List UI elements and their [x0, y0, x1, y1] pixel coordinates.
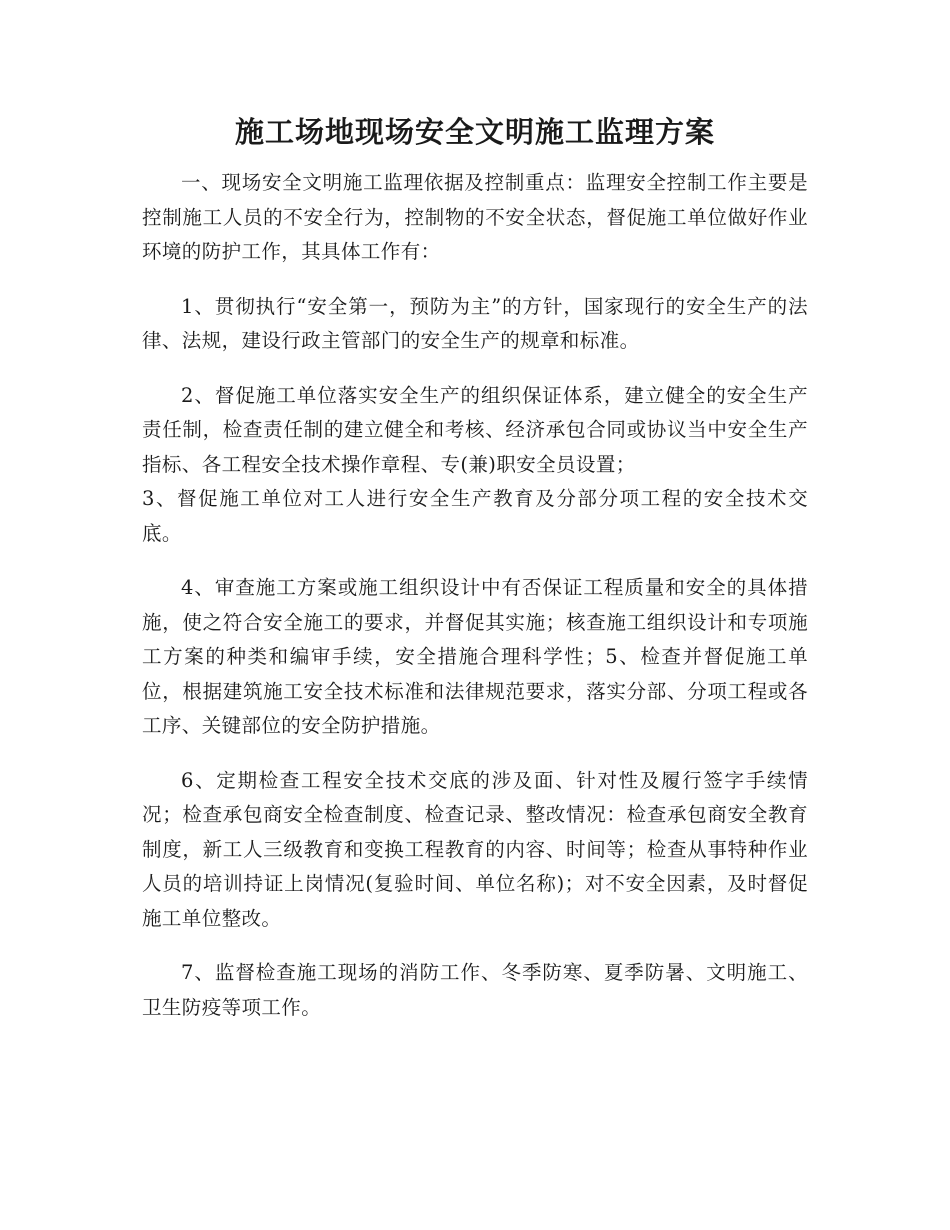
paragraph-item-7: 7、监督检查施工现场的消防工作、冬季防寒、夏季防暑、文明施工、卫生防疫等项工作。	[142, 961, 808, 1019]
paragraph-item-4-5: 4、审查施工方案或施工组织设计中有否保证工程质量和安全的具体措施，使之符合安全施工的要求，并督促其实施；核查施工组织设计和专项施工方案的种类和编审手续，安全措施合理科学性；5、检查并督促施工单位，根据建筑施工安全技术标准和法律规范要求，落实分部、分项工程或各工序、关键部位的安全防护措施。	[142, 576, 808, 737]
document-body	[142, 166, 808, 1045]
paragraph-item-6: 6、定期检查工程安全技术交底的涉及面、针对性及履行签字手续情况；检查承包商安全检查制度、检查记录、整改情况：检查承包商安全教育制度，新工人三级教育和变换工程教育的内容、时间等；检查从事特种作业人员的培训持证上岗情况(复验时间、单位名称)；对不安全因素，及时督促施工单位整改。	[142, 768, 808, 930]
document-title: 施工场地现场安全文明施工监理方案	[234, 115, 715, 149]
paragraph-intro: 一、现场安全文明施工监理依据及控制重点：监理安全控制工作主要是控制施工人员的不安全行为，控制物的不安全状态，督促施工单位做好作业环境的防护工作，其具体工作有：	[142, 171, 808, 263]
paragraph-item-3: 3、督促施工单位对工人进行安全生产教育及分部分项工程的安全技术交底。	[142, 487, 808, 545]
paragraph-item-1: 1、贯彻执行“安全第一，预防为主”的方针，国家现行的安全生产的法律、法规，建设行政主管部门的安全生产的规章和标准。	[142, 294, 808, 352]
paragraph-item-2: 2、督促施工单位落实安全生产的组织保证体系，建立健全的安全生产责任制，检查责任制的建立健全和考核、经济承包合同或协议当中安全生产指标、各工程安全技术操作章程、专(兼)职安全员设置；	[142, 383, 808, 476]
